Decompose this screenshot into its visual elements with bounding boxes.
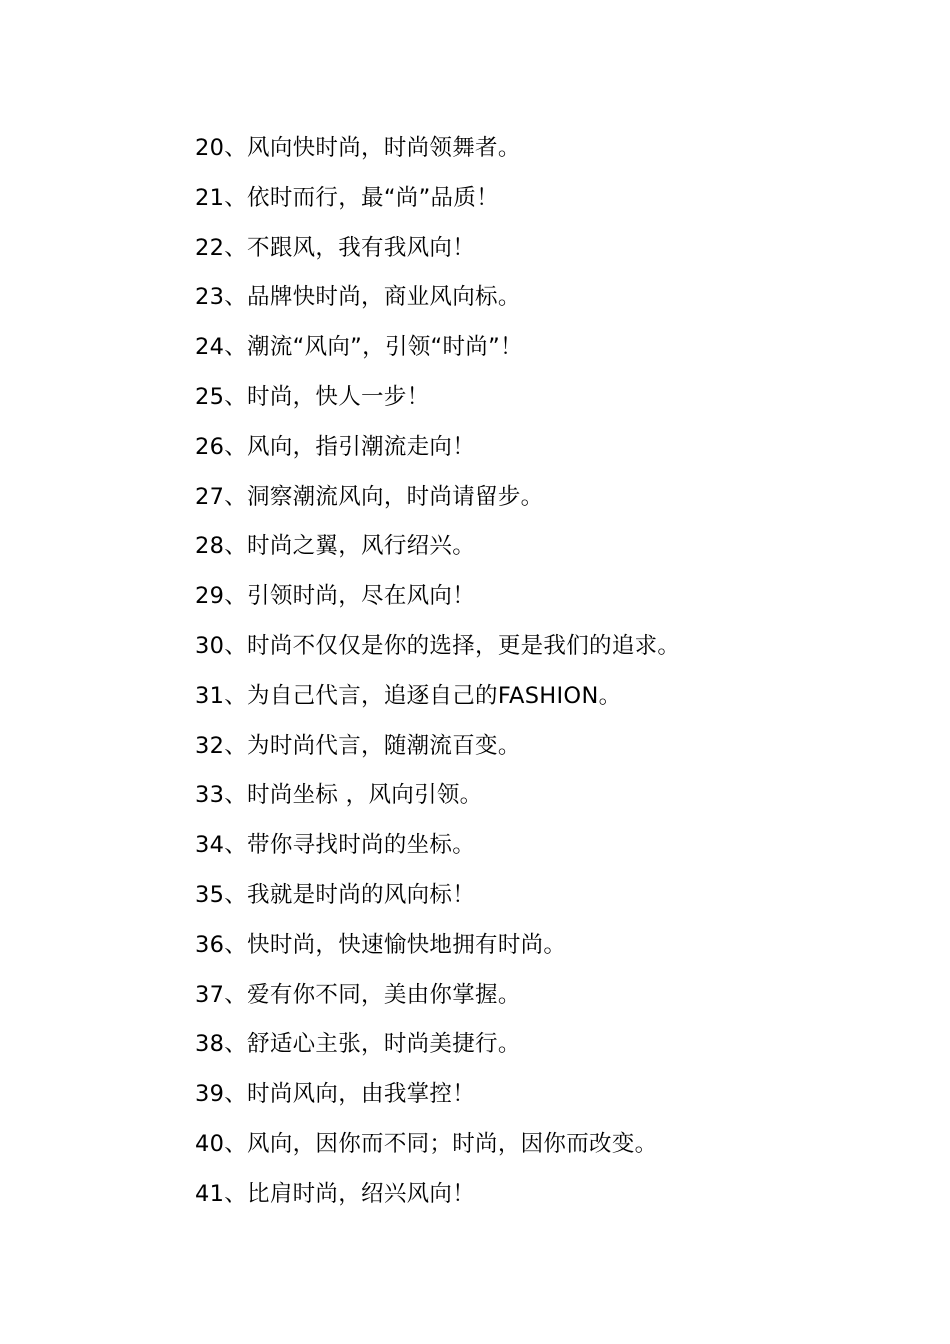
- slogan-item-23: 23、品牌快时尚，商业风向标。: [195, 284, 521, 311]
- slogan-item-22: 22、不跟风，我有我风向！: [195, 234, 476, 261]
- slogan-item-29: 29、引领时尚，尽在风向！: [195, 583, 476, 610]
- slogan-item-35: 35、我就是时尚的风向标！: [195, 881, 476, 908]
- slogan-item-39: 39、时尚风向，由我掌控！: [195, 1081, 476, 1108]
- slogan-item-40: 40、风向，因你而不同；时尚，因你而改变。: [195, 1130, 658, 1157]
- slogan-item-41: 41、比肩时尚，绍兴风向！: [195, 1180, 476, 1207]
- slogan-item-32: 32、为时尚代言，随潮流百变。: [195, 732, 521, 759]
- slogan-item-24: 24、潮流“风向”，引领“时尚”！: [195, 334, 523, 361]
- slogan-item-36: 36、快时尚，快速愉快地拥有时尚。: [195, 931, 567, 958]
- slogan-item-38: 38、舒适心主张，时尚美捷行。: [195, 1031, 521, 1058]
- slogan-item-21: 21、依时而行，最“尚”品质！: [195, 184, 499, 211]
- slogan-item-27: 27、洞察潮流风向，时尚请留步。: [195, 483, 544, 510]
- slogan-item-28: 28、时尚之翼，风行绍兴。: [195, 533, 476, 560]
- slogan-item-37: 37、爱有你不同，美由你掌握。: [195, 981, 521, 1008]
- slogan-item-26: 26、风向，指引潮流走向！: [195, 433, 476, 460]
- slogan-list: [195, 124, 915, 1220]
- slogan-item-20: 20、风向快时尚，时尚领舞者。: [195, 135, 521, 161]
- slogan-item-25: 25、时尚，快人一步！: [195, 383, 430, 410]
- slogan-item-34: 34、带你寻找时尚的坐标。: [195, 832, 476, 859]
- slogan-item-33: 33、时尚坐标 ，风向引领。: [195, 782, 483, 809]
- slogan-item-30: 30、时尚不仅仅是你的选择，更是我们的追求。: [195, 632, 681, 659]
- slogan-item-31: 31、为自己代言，追逐自己的FASHION。: [195, 682, 622, 709]
